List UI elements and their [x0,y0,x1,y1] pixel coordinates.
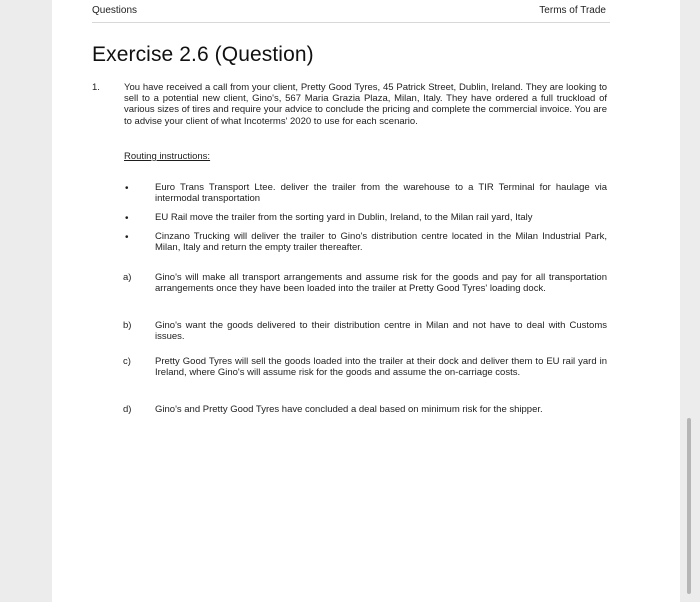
routing-item: EU Rail move the trailer from the sorting yard in Dublin, Ireland, to the Milan rail yard, Italy [155,212,533,223]
header-divider [92,22,610,23]
question-number: 1. [92,82,100,93]
header-chapter-label: Terms of Trade [539,5,606,16]
scenario-label: c) [123,356,131,367]
bullet-icon: • [125,232,129,243]
document-page [52,0,680,602]
scenario-text: Gino's will make all transport arrangements and assume risk for the goods and pay for all transportation arrangements once they have been loaded into the trailer at Pretty Good Tyres' loading dock. [155,272,607,295]
page-title: Exercise 2.6 (Question) [92,43,314,66]
scenario-text: Gino's and Pretty Good Tyres have concluded a deal based on minimum risk for the shipper. [155,404,543,415]
bullet-icon: • [125,213,129,224]
scenario-label: b) [123,320,132,331]
routing-item: Euro Trans Transport Ltee. deliver the trailer from the warehouse to a TIR Terminal for haulage via intermodal transportation [155,182,607,205]
page-margin-left [0,0,52,602]
question-intro: You have received a call from your client, Pretty Good Tyres, 45 Patrick Street, Dublin, Ireland. They are looking to sell to a potential new client, Gino's, 567 Maria Grazia Plaza, Milan, Italy. They have ordered a full truckload of various sizes of tires and require your advice to conclude the pricing and complete the commercial invoice. You are to advise your client of what Incoterms' 2020 to use for each scenario. [124,82,607,127]
routing-heading: Routing instructions: [124,151,211,162]
scenario-label: d) [123,404,132,415]
scenario-label: a) [123,272,132,283]
scenario-text: Pretty Good Tyres will sell the goods loaded into the trailer at their dock and deliver them to EU rail yard in Ireland, where Gino's will assume risk for the goods and assume the on-carriage costs. [155,356,607,379]
scenario-text: Gino's want the goods delivered to their distribution centre in Milan and not have to deal with Customs issues. [155,320,607,343]
bullet-icon: • [125,183,129,194]
scrollbar-thumb[interactable] [687,418,691,594]
header-section-label: Questions [92,5,138,16]
routing-item: Cinzano Trucking will deliver the trailer to Gino's distribution centre located in the Milan Industrial Park, Milan, Italy and return the empty trailer thereafter. [155,231,607,254]
